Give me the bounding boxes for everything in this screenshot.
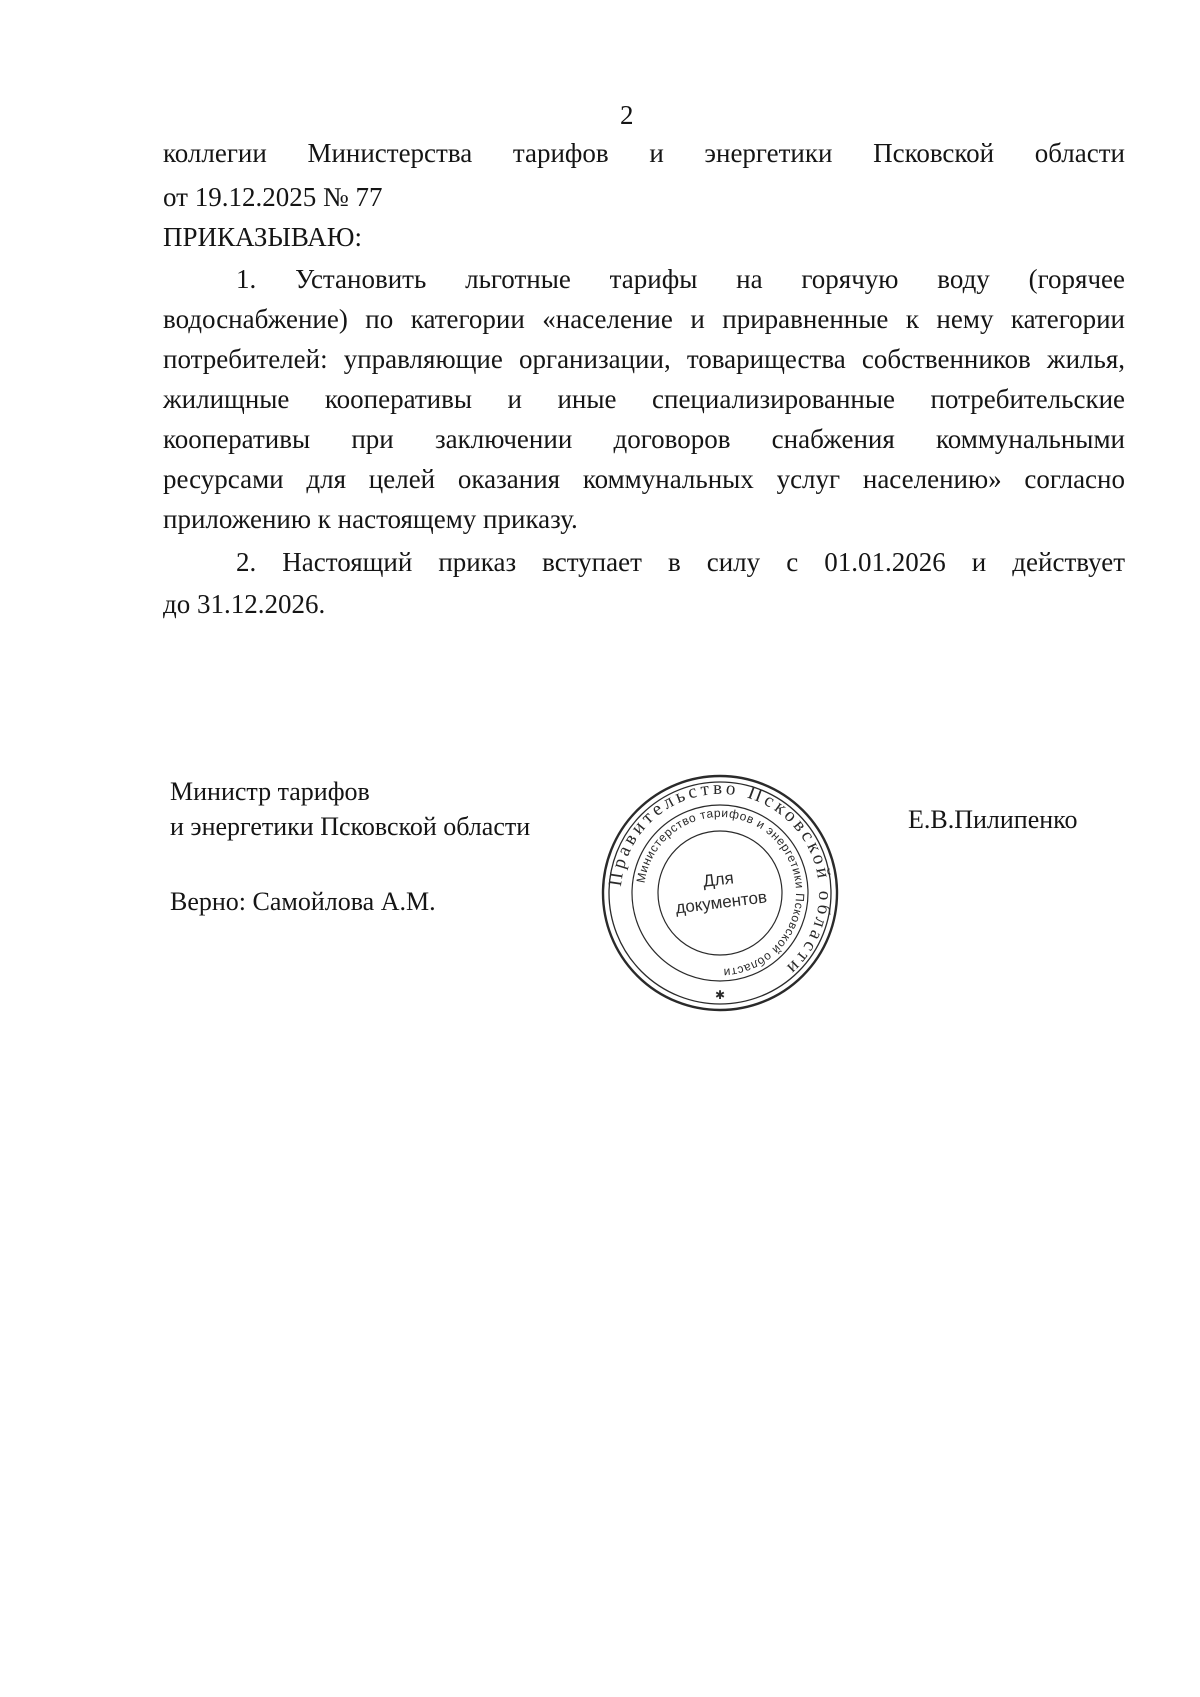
body-line: от 19.12.2025 № 77 xyxy=(163,182,383,212)
signer-position: и энергетики Псковской области xyxy=(170,812,531,841)
stamp-center-line1: Для xyxy=(701,868,735,891)
body-line: ресурсами для целей оказания коммунальных услуг населению» согласно xyxy=(163,464,1125,494)
official-stamp xyxy=(600,773,840,1013)
stamp-outer-text: Правительство Псковской области xyxy=(604,777,836,981)
certified-copy-note: Верно: Самойлова А.М. xyxy=(170,887,436,916)
body-line: приложению к настоящему приказу. xyxy=(163,504,578,534)
body-line: водоснабжение) по категории «население и приравненные к нему категории xyxy=(163,304,1125,334)
body-line: 2. Настоящий приказ вступает в силу с 01.01.2026 и действует xyxy=(236,547,1125,577)
signer-position: Министр тарифов xyxy=(170,777,370,806)
body-line: жилищные кооперативы и иные специализированные потребительские xyxy=(163,384,1125,414)
body-line: потребителей: управляющие организации, товарищества собственников жилья, xyxy=(163,344,1125,374)
order-heading: ПРИКАЗЫВАЮ: xyxy=(163,222,362,252)
stamp-center-line2: документов xyxy=(674,887,768,918)
stamp-star-icon: ✱ xyxy=(714,988,726,1002)
stamp-inner-text: Министерство тарифов и энергетики Псковской области xyxy=(633,805,808,980)
page-number: 2 xyxy=(620,100,634,130)
body-line: до 31.12.2026. xyxy=(163,589,326,619)
body-line: 1. Установить льготные тарифы на горячую воду (горячее xyxy=(236,264,1125,294)
signer-name: Е.В.Пилипенко xyxy=(908,805,1078,834)
body-line: коллегии Министерства тарифов и энергетики Псковской области xyxy=(163,138,1125,168)
body-line: кооперативы при заключении договоров снабжения коммунальными xyxy=(163,424,1125,454)
